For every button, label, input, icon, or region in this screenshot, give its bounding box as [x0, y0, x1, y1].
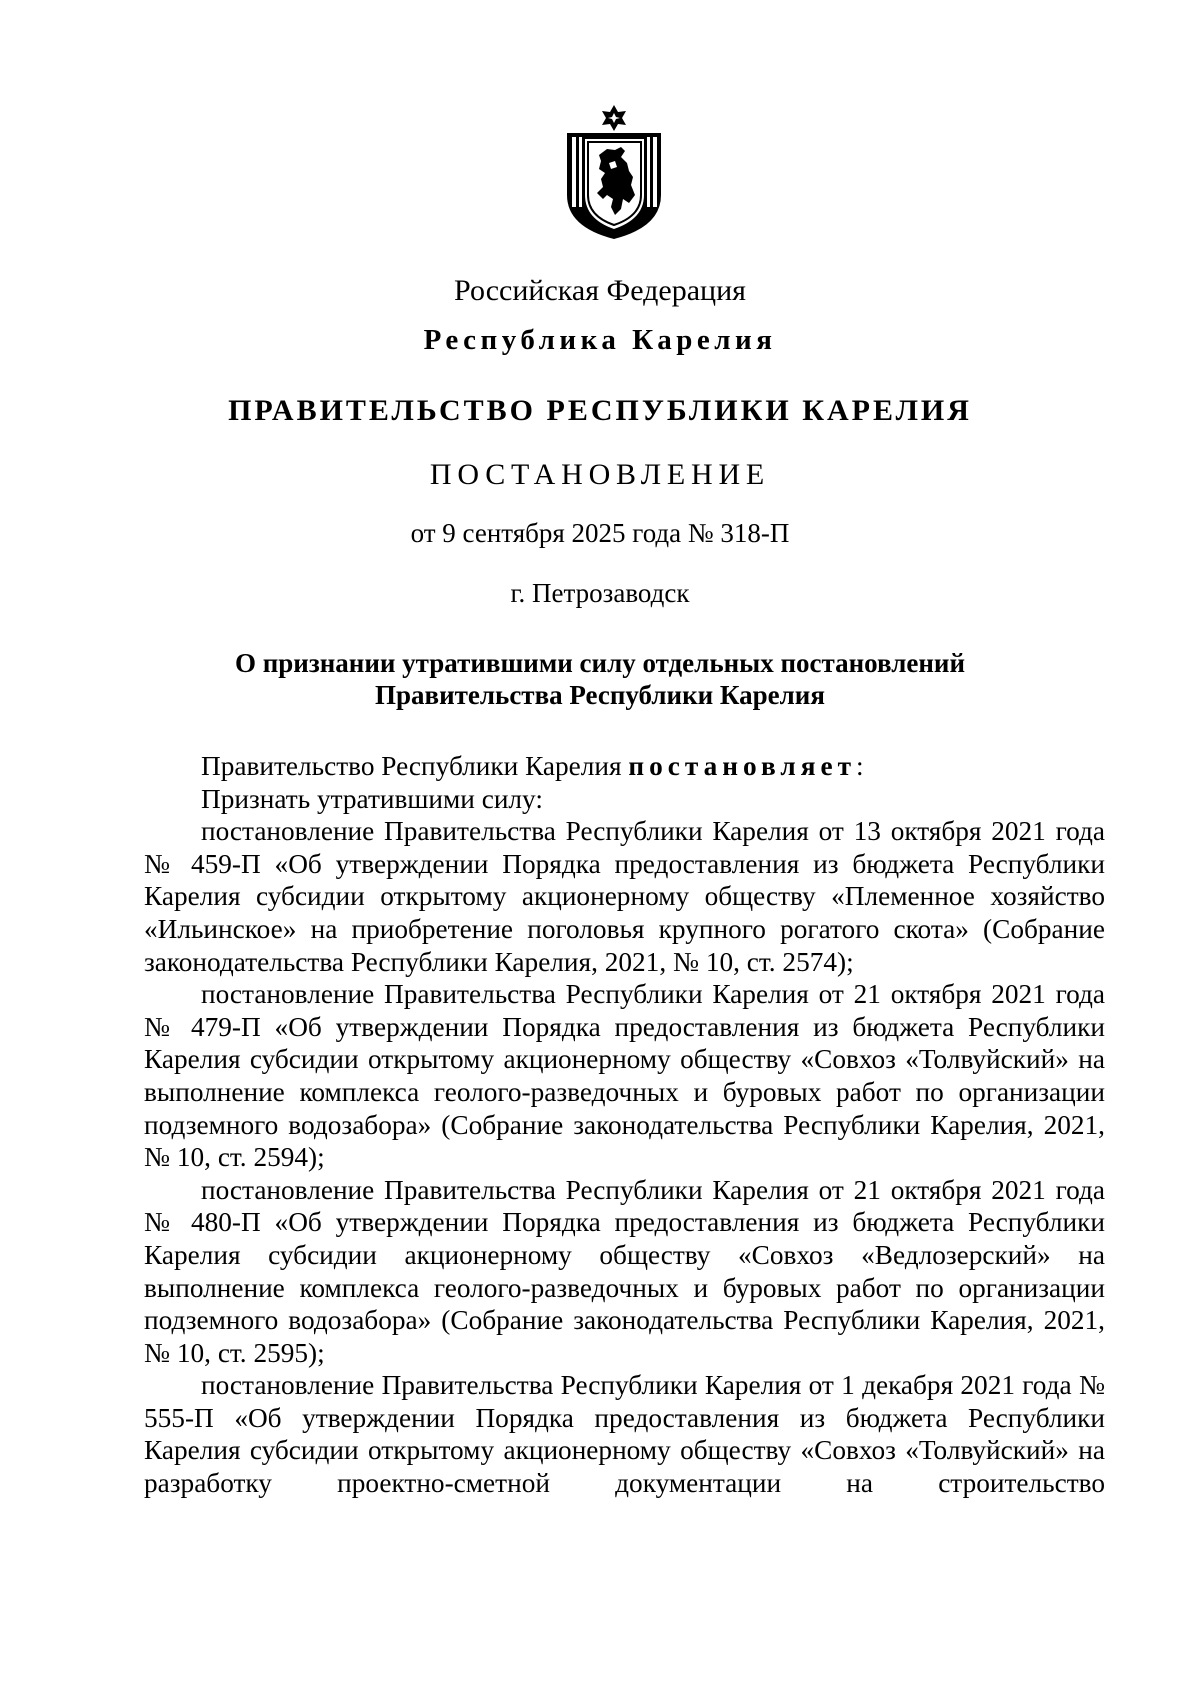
intro-emphasis: постановляет [628, 751, 856, 781]
list-item: постановление Правительства Республики Карелия от 21 октября 2021 года № 480-П «Об утверждении Порядка предоставления из бюджета Республики Карелия субсидии акционерному обществу «Совхоз «Ведлозерский» на выполнение комплекса геолого-разведочных и буровых работ по организации подземного водозабора» (Собрание законодательства Республики Карелия, 2021, № 10, ст. 2595); [144, 1174, 1105, 1368]
document-title-line-1: О признании утратившими силу отдельных постановлений [234, 648, 966, 678]
document-type: ПОСТАНОВЛЕНИЕ [429, 458, 771, 491]
document-body [144, 750, 1105, 1500]
list-item: постановление Правительства Республики Карелия от 1 декабря 2021 года № 555-П «Об утверждении Порядка предоставления из бюджета Республики Карелия субсидии открытому акционерному обществу «Совхоз «Толвуйский» на разработку проектно-сметной документации на строительство [144, 1370, 1105, 1499]
intro-suffix: : [856, 751, 864, 781]
list-item: постановление Правительства Республики Карелия от 13 октября 2021 года № 459-П «Об утверждении Порядка предоставления из бюджета Республики Карелия субсидии открытому акционерному обществу «Племенное хозяйство «Ильинское» на приобретение поголовья крупного рогатого скота» (Собрание законодательства Республики Карелия, 2021, № 10, ст. 2574); [144, 816, 1105, 977]
document-date-number: от 9 сентября 2025 года № 318-П [410, 518, 790, 548]
intro-paragraph [144, 750, 1105, 783]
coat-of-arms-icon [563, 103, 666, 241]
intro-prefix: Правительство Республики Карелия [201, 751, 629, 781]
document-city: г. Петрозаводск [510, 578, 690, 608]
list-item: постановление Правительства Республики Карелия от 21 октября 2021 года № 479-П «Об утверждении Порядка предоставления из бюджета Республики Карелия субсидии открытому акционерному обществу «Совхоз «Толвуйский» на выполнение комплекса геолого-разведочных и буровых работ по организации подземного водозабора» (Собрание законодательства Республики Карелия, 2021, № 10, ст. 2594); [144, 979, 1105, 1173]
government-name: ПРАВИТЕЛЬСТВО РЕСПУБЛИКИ КАРЕЛИЯ [228, 394, 972, 427]
country-name: Российская Федерация [454, 274, 746, 307]
republic-name: Республика Карелия [423, 324, 777, 356]
decision-paragraph: Признать утратившими силу: [201, 783, 543, 814]
document-title-line-2: Правительства Республики Карелия [375, 680, 825, 710]
